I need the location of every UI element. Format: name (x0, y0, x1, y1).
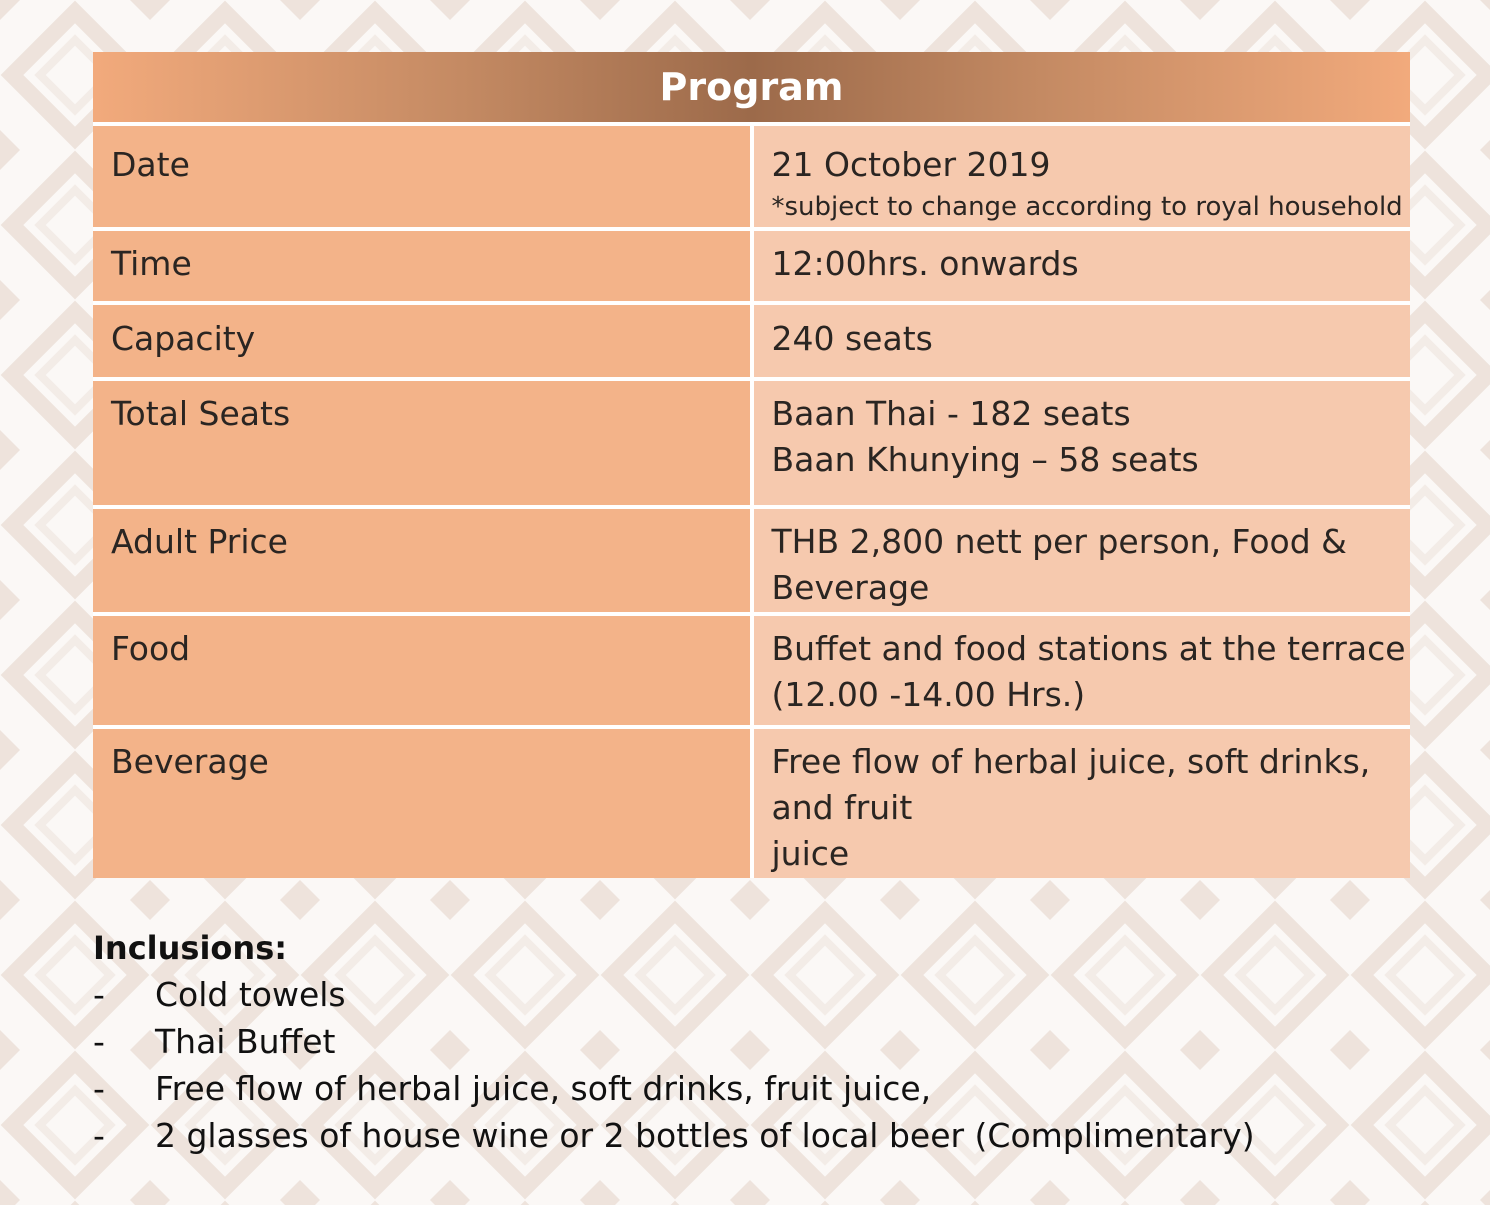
date-value: 21 October 2019 (771, 145, 1051, 184)
inclusion-text: Thai Buffet (155, 1022, 336, 1061)
date-note: *subject to change according to royal household (771, 192, 1403, 222)
food-line-2: (12.00 -14.00 Hrs.) (771, 675, 1086, 714)
row-value-food (752, 614, 1411, 727)
program-table (93, 52, 1410, 878)
adult-price-value: THB 2,800 nett per person, Food & Beverage (771, 522, 1347, 607)
beverage-line-2: juice (771, 834, 850, 873)
table-row (93, 614, 1410, 727)
row-value-beverage (752, 727, 1411, 878)
program-title: Program (93, 52, 1410, 124)
table-row (93, 507, 1410, 614)
bullet-dash: - (93, 1069, 105, 1108)
list-item (93, 1065, 1453, 1112)
table-row (93, 727, 1410, 878)
bullet-dash: - (93, 1116, 105, 1155)
beverage-line-1: Free flow of herbal juice, soft drinks, and fruit (771, 742, 1371, 827)
total-seats-line-2: Baan Khunying – 58 seats (771, 440, 1199, 479)
bullet-dash: - (93, 975, 105, 1014)
table-row (93, 229, 1410, 303)
inclusion-text: Free flow of herbal juice, soft drinks, fruit juice, (155, 1069, 932, 1108)
inclusion-text: Cold towels (155, 975, 346, 1014)
row-value-capacity (752, 303, 1411, 379)
row-label-capacity: Capacity (93, 303, 752, 379)
row-label-adult-price: Adult Price (93, 507, 752, 614)
row-label-date: Date (93, 124, 752, 229)
row-label-beverage: Beverage (93, 727, 752, 878)
capacity-value: 240 seats (771, 319, 933, 358)
row-value-adult-price (752, 507, 1411, 614)
table-row (93, 303, 1410, 379)
list-item (93, 1112, 1453, 1159)
bullet-dash: - (93, 1022, 105, 1061)
inclusion-text: 2 glasses of house wine or 2 bottles of local beer (Complimentary) (155, 1116, 1255, 1155)
row-value-date (752, 124, 1411, 229)
food-line-1: Buffet and food stations at the terrace (771, 629, 1406, 668)
inclusions-title: Inclusions: (93, 929, 288, 967)
inclusions-section (93, 925, 1453, 1159)
row-label-time: Time (93, 229, 752, 303)
row-value-time (752, 229, 1411, 303)
list-item (93, 971, 1453, 1018)
list-item (93, 1018, 1453, 1065)
table-row (93, 379, 1410, 507)
row-label-total-seats: Total Seats (93, 379, 752, 507)
time-value: 12:00hrs. onwards (771, 244, 1079, 283)
table-row (93, 124, 1410, 229)
total-seats-line-1: Baan Thai - 182 seats (771, 394, 1131, 433)
row-label-food: Food (93, 614, 752, 727)
row-value-total-seats (752, 379, 1411, 507)
